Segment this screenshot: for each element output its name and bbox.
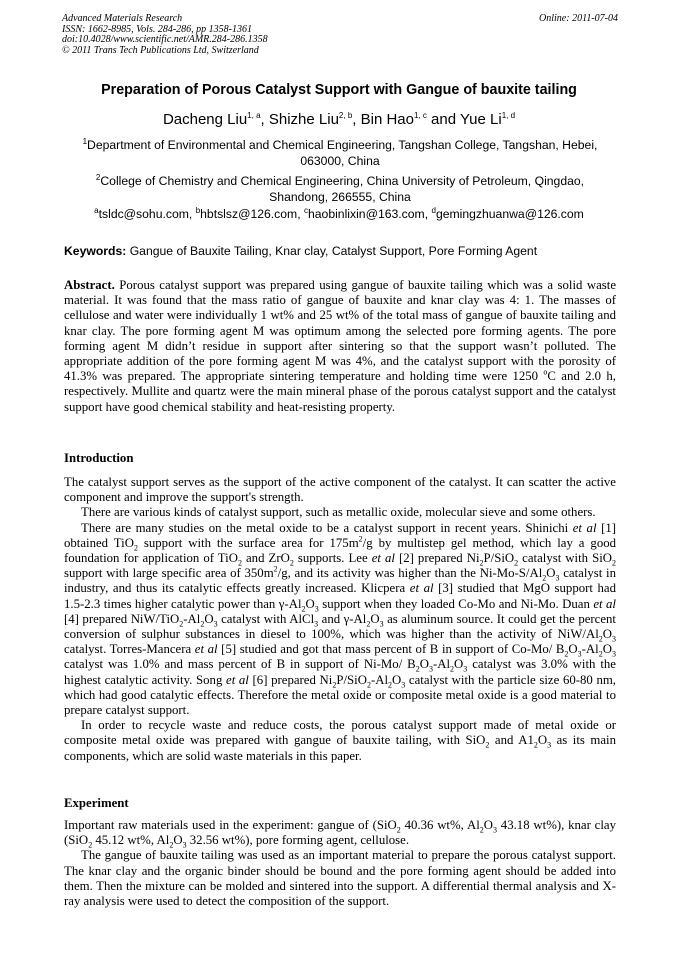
paper-title: Preparation of Porous Catalyst Support with Gangue of bauxite tailing [101,82,577,98]
keywords-label: Keywords: [64,244,127,258]
abstract: Abstract. Porous catalyst support was prepared using gangue of bauxite tailing which was a solid waste material. It was found that the mass ratio of gangue of bauxite and knar clay was 4: 1. The masses of cellulose and water were individually 1 wt% and 25 wt% of the total mass of gangue of bauxite tailing and knar clay. The pore forming agent M was optimum among the selected pore forming agents. The pore forming agent M didn’t residue in support after sintering so that the support wasn’t polluted. The appropriate addition of the pore forming agent M was 4%, and the catalyst support with the porosity of 41.3% was prepared. The appropriate sintering temperature and holding time were 1250 $^o$C and 2.0 h, respectively. Mullite and quartz were the main mineral phase of the porous catalyst support and the catalyst support have good chemical stability and heat-resisting property. [64,278,616,414]
paragraph: The gangue of bauxite tailing was used as an important material to prepare the porous catalyst support. The knar clay and the organic binder should be bound and the pore forming agent should be added into them. Then the mixture can be molded and sintered into the support. A differential thermal analysis and X-ray analysis were used to detect the composition of the support. [64,848,616,909]
affiliation-1: $^1$Department of Environmental and Chemical Engineering, Tangshan College, Tangshan, Hebei, 063000, China [82,136,598,168]
author-name: Dacheng Liu [162,111,248,128]
author-sup: 2, b [338,111,353,120]
email-link[interactable]: haobinlixin@163.com [307,207,425,221]
paragraph: Important raw materials used in the experiment: gangue of (SiO$_2$ 40.36 wt%, $Al_2O_3$ 43.18 wt%), knar clay (SiO$_2$ 45.12 wt%, $Al_2O_3$ 32.56 wt%), pore forming agent, cellulose. [64,818,616,850]
author-name: Yue Li [459,111,502,128]
paragraph: In order to recycle waste and reduce costs, the porous catalyst support made of metal oxide or composite metal oxide was prepared with gangue of bauxite tailing, with SiO$_2$ and $A1_2O_3$ as its main components, which are solid waste materials in this paper. [64,718,617,763]
author-sup: 1, d [501,111,516,120]
paragraph: There are many studies on the metal oxide to be a catalyst support in recent years. Shinichi et al [1] obtained TiO$_2$ support with the surface area for $175m^2/g$ by multistep gel method, which lay a good foundation for application of TiO$_2$ and ZrO$_2$ supports. Lee et al [2] prepared $Ni_2P/SiO_2$ catalyst with SiO$_2$ support with large specific area of $350m^2/g$, and its activity was higher than the $Ni-Mo-S/Al_2O_3$ catalyst in industry, and thus its catalytic effects greatly increased. Klicpera et al [3] studied that MgO support had 1.5-2.3 times higher catalytic power than $\gamma-Al_2O_3$ support when they loaded Co-Mo and Ni-Mo. Duan et al [4] prepared NiW/$TiO_2-Al_2O_3$ catalyst with AlCl$_3$ and $\gamma-Al_2O_3$ as aluminum source. It could get the percent conversion of sulphur substances in diesel to 100%, which was higher than the activity of NiW/$Al_2O_3$ catalyst. Torres-Mancera et al [5] studied and got that mass percent of B in support of Co-Mo/ $B_2O_3-Al_2O_3$ catalyst was 1.0% and mass percent of B in support of Ni-Mo/ $B_2O_3-Al_2O_3$ catalyst was 3.0% with the highest catalytic activity. Song et al [6] prepared $Ni_2P/SiO_2-Al_2O_3$ catalyst with the particle size 60-80 nm, which had good catalytic effects. Therefore the metal oxide or composite metal oxide is a good material to prepare catalyst support. [64,520,617,718]
email-link[interactable]: tsldc@sohu.com [98,207,189,221]
journal-name: Advanced Materials Research [62,13,183,24]
author-sup: 1, a [247,111,261,120]
author-list: Dacheng Liu$^{1, a}$, Shizhe Liu$^{2, b}$, Bin Hao$^{1, c}$ and Yue Li$^{1, d}$ [162,111,516,128]
copyright-line: © 2011 Trans Tech Publications Ltd, Switzerland [62,44,259,56]
author-name: Bin Hao [360,111,414,128]
author-sup: 1, c [413,111,427,120]
online-date: Online: 2011-07-04 [539,13,618,24]
experiment-heading: Experiment [64,796,129,810]
doi-line: doi:10.4028/www.scientific.net/AMR.284-286.1358 [62,34,268,46]
paragraph: The catalyst support serves as the support of the active component of the catalyst. It can scatter the active component and improve the support's strength. [64,475,616,505]
email-link[interactable]: gemingzhuanwa@126.com [435,207,584,221]
intro-heading: Introduction [64,451,134,465]
keywords [64,244,537,258]
experiment-body [64,818,616,909]
email-link[interactable]: hbtslsz@126.com [200,207,298,221]
author-name: Shizhe Liu [268,111,339,128]
author-emails: $^a$tsldc@sohu.com, $^b$hbtslsz@126.com, $^c$haobinlixin@163.com, $^d$gemingzhuanwa@126.com [94,205,584,221]
paragraph: There are various kinds of catalyst support, such as metallic oxide, molecular sieve and some others. [81,505,596,520]
keywords-text: Gangue of Bauxite Tailing, Knar clay, Catalyst Support, Pore Forming Agent [129,244,538,258]
affiliation-2: $^2$College of Chemistry and Chemical Engineering, China University of Petroleum, Qingdao, Shandong, 266555, China [95,172,585,204]
intro-body [64,475,616,764]
journal-header [62,14,618,56]
abstract-label: Abstract. [64,278,115,292]
issn-line: ISSN: 1662-8985, Vols. 284-286, pp 1358-1361 [62,23,252,35]
